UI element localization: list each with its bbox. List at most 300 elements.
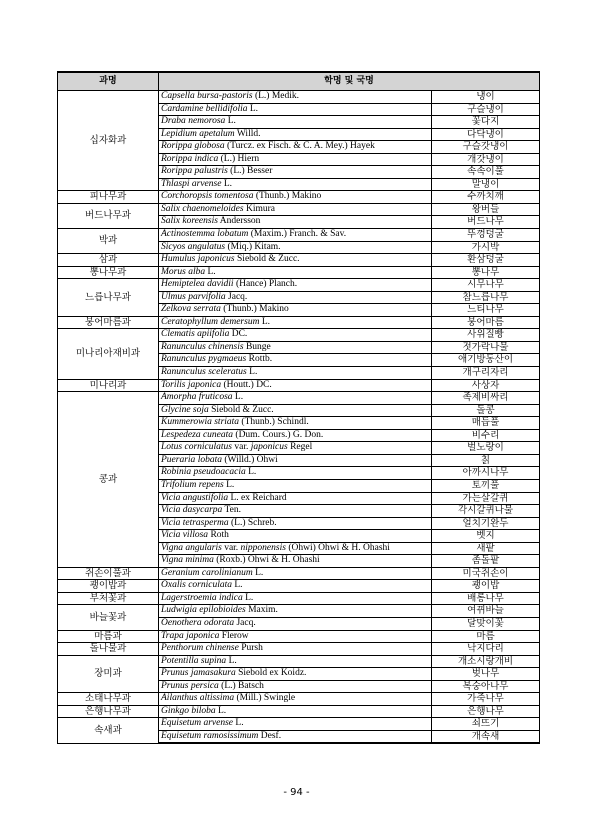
genus-name: Vigna (161, 542, 183, 553)
scientific-name-cell (159, 655, 432, 668)
korean-name-cell: 환삼덩굴 (432, 254, 540, 267)
table-row (58, 392, 540, 405)
table-row (58, 266, 540, 279)
table-row (58, 91, 540, 104)
author-citation: L. (234, 392, 244, 403)
korean-name-cell: 구슬갓냉이 (432, 141, 540, 154)
species-epithet: palustris (194, 166, 228, 177)
scientific-name-cell (159, 291, 432, 304)
genus-name: Rorippa (161, 166, 193, 177)
species-epithet: serrata (193, 304, 221, 315)
family-cell: 은행나무과 (58, 705, 159, 718)
species-epithet: tomentosa (214, 191, 254, 202)
species-epithet: jamasakura (190, 668, 236, 679)
genus-name: Amorpha (161, 392, 197, 403)
species-epithet: davidii (207, 279, 234, 290)
genus-name: Vicia (161, 492, 181, 503)
korean-name-cell: 뚜껑덩굴 (432, 229, 540, 242)
genus-name: Clematis (161, 329, 195, 340)
korean-name-cell: 은행나무 (432, 705, 540, 718)
table-row (58, 705, 540, 718)
scientific-name-cell (159, 680, 432, 693)
scientific-name-cell (159, 203, 432, 216)
author-citation: Desf. (260, 730, 282, 741)
genus-name: Morus (161, 266, 186, 277)
korean-name-cell: 꽃다지 (432, 116, 540, 129)
genus-name: Prunus (161, 668, 189, 679)
korean-name-cell: 느티나무 (432, 304, 540, 317)
species-epithet: striata (214, 417, 240, 428)
korean-name-cell: 쇠뜨기 (432, 718, 540, 731)
family-cell: 콩과 (58, 392, 159, 568)
scientific-name-cell (159, 542, 432, 555)
species-epithet: sceleratus (208, 367, 247, 378)
table-body (58, 91, 540, 744)
korean-name-cell: 수까치깨 (432, 191, 540, 204)
korean-name-cell: 낙지다리 (432, 643, 540, 656)
infraspecific-epithet: nipponensis (240, 542, 286, 553)
genus-name: Lepidium (161, 128, 197, 139)
author-citation: L. (223, 178, 232, 189)
korean-name-cell: 냉이 (432, 91, 540, 104)
author-citation: (Houtt.) DC. (223, 379, 272, 390)
genus-name: Prunus (161, 680, 189, 691)
scientific-name-cell (159, 116, 432, 129)
scientific-name-cell (159, 718, 432, 731)
family-cell: 바늘꽃과 (58, 605, 159, 630)
korean-name-cell: 속속이풀 (432, 166, 540, 179)
family-cell: 돌나물과 (58, 643, 159, 656)
species-epithet: cuneata (202, 429, 234, 440)
author-citation: Bunge (245, 341, 271, 352)
genus-name: Lespedeza (161, 429, 201, 440)
family-cell: 장미과 (58, 655, 159, 693)
genus-name: Vicia (161, 505, 181, 516)
genus-name: Ludwigia (161, 605, 197, 616)
author-citation: (Willd.) Ohwi (224, 454, 278, 465)
scientific-name-cell (159, 404, 432, 417)
species-epithet: arvense (191, 178, 222, 189)
scientific-name-cell (159, 254, 432, 267)
scientific-name-cell (159, 580, 432, 593)
scientific-name-cell (159, 567, 432, 580)
scientific-name-cell (159, 479, 432, 492)
species-epithet: corniculatus (184, 442, 232, 453)
korean-name-cell: 시무나무 (432, 279, 540, 292)
korean-name-cell: 개소시랑개비 (432, 655, 540, 668)
header-family: 과명 (58, 72, 159, 91)
species-epithet: altissima (199, 693, 235, 704)
table-row (58, 718, 540, 731)
korean-name-cell: 애기방동산이 (432, 354, 540, 367)
genus-name: Lagerstroemia (161, 592, 217, 603)
korean-name-cell: 얼치기완두 (432, 517, 540, 530)
table-row (58, 379, 540, 392)
author-citation: L. (248, 467, 257, 478)
author-citation: L. (235, 718, 244, 729)
species-table (57, 71, 540, 744)
korean-name-cell: 비수리 (432, 429, 540, 442)
scientific-name-cell (159, 266, 432, 279)
genus-name: Zelkova (161, 304, 192, 315)
species-epithet: fruticosa (198, 392, 233, 403)
species-epithet: repens (198, 479, 224, 490)
scientific-name-cell (159, 643, 432, 656)
family-cell: 속새과 (58, 718, 159, 744)
species-epithet: persica (190, 680, 219, 691)
species-epithet: arvense (203, 718, 234, 729)
family-cell: 미나리과 (58, 379, 159, 392)
author-citation: Andersson (219, 216, 261, 227)
table-header-row (58, 72, 540, 91)
family-cell: 버드나무과 (58, 203, 159, 228)
korean-name-cell: 가죽나무 (432, 693, 540, 706)
species-epithet: apetalum (199, 128, 235, 139)
genus-name: Draba (161, 116, 186, 127)
genus-name: Vicia (161, 530, 181, 541)
scientific-name-cell (159, 693, 432, 706)
korean-name-cell: 토끼풀 (432, 479, 540, 492)
genus-name: Vigna (161, 555, 183, 566)
scientific-name-cell (159, 454, 432, 467)
korean-name-cell: 좀돌팥 (432, 555, 540, 568)
family-cell: 삼과 (58, 254, 159, 267)
genus-name: Ginkgo (161, 705, 189, 716)
genus-name: Ranunculus (161, 367, 206, 378)
author-citation: (Mill.) Swingle (236, 693, 296, 704)
scientific-name-cell (159, 329, 432, 342)
species-epithet: bursa-pastoris (197, 91, 253, 101)
genus-name: Potentilla (161, 655, 199, 666)
table-row (58, 279, 540, 292)
korean-name-cell: 벌노랑이 (432, 442, 540, 455)
species-epithet: pseudoacacia (193, 467, 246, 478)
author-citation: (Maxim.) Franch. & Sav. (250, 229, 347, 240)
table-row (58, 643, 540, 656)
author-citation: (Thunb.) Makino (223, 304, 289, 315)
korean-name-cell: 돌콩 (432, 404, 540, 417)
table-row (58, 203, 540, 216)
genus-name: Pueraria (161, 454, 196, 465)
scientific-name-cell (159, 91, 432, 104)
scientific-name-cell (159, 241, 432, 254)
author-citation: Siebold ex Koidz. (238, 668, 307, 679)
species-epithet: odorata (204, 617, 235, 628)
genus-name: Oxalis (161, 580, 186, 591)
species-epithet: soja (192, 404, 209, 415)
author-citation: Flerow (221, 630, 249, 641)
genus-name: Rorippa (161, 141, 193, 152)
korean-name-cell: 미국쥐손이 (432, 567, 540, 580)
genus-name: Humulus (161, 254, 196, 265)
author-citation: (Miq.) Kitam. (227, 241, 281, 252)
species-epithet: corniculata (188, 580, 232, 591)
species-epithet: angustifolia (182, 492, 229, 503)
genus-name: Equisetum (161, 718, 202, 729)
table-row (58, 229, 540, 242)
species-epithet: chinense (205, 643, 239, 654)
table-row (58, 605, 540, 618)
species-epithet: chinensis (208, 341, 244, 352)
species-epithet: parvifolia (188, 291, 226, 302)
author-citation: (Ohwi) Ohwi & H. Ohashi (288, 542, 390, 553)
species-epithet: dasycarpa (182, 505, 223, 516)
scientific-name-cell (159, 555, 432, 568)
genus-name: Geranium (161, 567, 200, 578)
genus-name: Robinia (161, 467, 192, 478)
scientific-name-cell (159, 341, 432, 354)
species-epithet: carolinianum (201, 567, 253, 578)
species-epithet: supina (200, 655, 227, 666)
korean-name-cell: 사위질빵 (432, 329, 540, 342)
scientific-name-cell (159, 617, 432, 630)
korean-name-cell: 버드나무 (432, 216, 540, 229)
family-cell: 쥐손이풀과 (58, 567, 159, 580)
korean-name-cell: 마름 (432, 630, 540, 643)
author-citation: (L.) Schreb. (231, 517, 277, 528)
scientific-name-cell (159, 467, 432, 480)
scientific-name-cell (159, 379, 432, 392)
scientific-name-cell (159, 417, 432, 430)
scientific-name-cell (159, 505, 432, 518)
author-citation: Pursh (241, 643, 263, 654)
korean-name-cell: 아까시나무 (432, 467, 540, 480)
scientific-name-cell (159, 229, 432, 242)
author-citation: L. ex Reichard (230, 492, 287, 503)
author-citation: Jacq. (236, 617, 256, 628)
scientific-name-cell (159, 191, 432, 204)
scientific-name-cell (159, 429, 432, 442)
author-citation: L. (249, 367, 258, 378)
family-cell: 박과 (58, 229, 159, 254)
genus-name: Penthorum (161, 643, 204, 654)
genus-name: Oenothera (161, 617, 202, 628)
species-epithet: japonica (187, 379, 222, 390)
family-cell: 십자화과 (58, 91, 159, 191)
author-citation: (Turcz. ex Fisch. & C. A. Mey.) Hayek (226, 141, 375, 152)
species-epithet: indica (218, 592, 243, 603)
author-citation: L. (249, 103, 259, 114)
korean-name-cell: 여뀌바늘 (432, 605, 540, 618)
korean-name-cell: 뽕나무 (432, 266, 540, 279)
species-epithet: japonica (186, 630, 220, 641)
author-citation: L. (218, 705, 227, 716)
table-row (58, 254, 540, 267)
genus-name: Equisetum (161, 730, 202, 741)
family-cell: 미나리아재비과 (58, 329, 159, 379)
genus-name: Trifolium (161, 479, 197, 490)
author-citation: (Thunb.) Schindl. (241, 417, 309, 428)
korean-name-cell: 사상자 (432, 379, 540, 392)
family-cell: 붕어마름과 (58, 316, 159, 329)
author-citation: Regel (290, 442, 313, 453)
scientific-name-cell (159, 153, 432, 166)
genus-name: Salix (161, 203, 180, 214)
korean-name-cell: 가는살갈퀴 (432, 492, 540, 505)
genus-name: Hemiptelea (161, 279, 205, 290)
genus-name: Cardamine (161, 103, 204, 114)
scientific-name-cell (159, 367, 432, 380)
scientific-name-cell (159, 279, 432, 292)
author-citation: L. (227, 116, 236, 127)
genus-name: Glycine (161, 404, 191, 415)
korean-name-cell: 다닥냉이 (432, 128, 540, 141)
genus-name: Salix (161, 216, 180, 227)
species-epithet: bellidifolia (205, 103, 248, 114)
korean-name-cell: 개갓냉이 (432, 153, 540, 166)
korean-name-cell: 참느릅나무 (432, 291, 540, 304)
korean-name-cell: 복숭아나무 (432, 680, 540, 693)
table-row (58, 567, 540, 580)
scientific-name-cell (159, 605, 432, 618)
genus-name: Ailanthus (161, 693, 198, 704)
species-epithet: epilobioides (199, 605, 246, 616)
korean-name-cell: 왕버들 (432, 203, 540, 216)
species-epithet: villosa (182, 530, 209, 541)
genus-name: Corchoropsis (161, 191, 213, 202)
species-epithet: apiifolia (197, 329, 230, 340)
scientific-name-cell (159, 530, 432, 543)
author-citation: Rottb. (248, 354, 273, 365)
infraspecific-epithet: japonicus (250, 442, 288, 453)
scientific-name-cell (159, 166, 432, 179)
species-epithet: indica (194, 153, 219, 164)
species-epithet: demersum (220, 316, 260, 327)
scientific-name-cell (159, 354, 432, 367)
species-epithet: japonicus (197, 254, 235, 265)
page-number: - 94 - (283, 787, 310, 798)
genus-name: Torilis (161, 379, 186, 390)
scientific-name-cell (159, 304, 432, 317)
genus-name: Ulmus (161, 291, 186, 302)
scientific-name-cell (159, 705, 432, 718)
genus-name: Vicia (161, 517, 181, 528)
korean-name-cell: 말냉이 (432, 178, 540, 191)
species-epithet: lobata (197, 454, 222, 465)
scientific-name-cell (159, 141, 432, 154)
species-epithet: koreensis (182, 216, 218, 227)
species-epithet: alba (188, 266, 206, 277)
korean-name-cell: 가시박 (432, 241, 540, 254)
scientific-name-cell (159, 668, 432, 681)
korean-name-cell: 각시갈퀴나물 (432, 505, 540, 518)
genus-name: Ranunculus (161, 341, 206, 352)
table-row (58, 191, 540, 204)
genus-name: Rorippa (161, 153, 193, 164)
korean-name-cell: 젓가락나물 (432, 341, 540, 354)
korean-name-cell: 벳지 (432, 530, 540, 543)
genus-name: Lotus (161, 442, 183, 453)
genus-name: Ceratophyllum (161, 316, 218, 327)
author-citation: (L.) Hiern (220, 153, 260, 164)
korean-name-cell: 개속새 (432, 730, 540, 743)
species-epithet: lobatum (217, 229, 249, 240)
family-cell: 소태나무과 (58, 693, 159, 706)
author-citation: (Thunb.) Makino (255, 191, 322, 202)
korean-name-cell: 매듭풀 (432, 417, 540, 430)
species-epithet: globosa (194, 141, 225, 152)
table-row (58, 655, 540, 668)
table-row (58, 592, 540, 605)
scientific-name-cell (159, 178, 432, 191)
header-species: 학명 및 국명 (159, 72, 540, 91)
table-row (58, 316, 540, 329)
korean-name-cell: 구슬냉이 (432, 103, 540, 116)
family-cell: 피나무과 (58, 191, 159, 204)
author-citation: Jacq. (228, 291, 248, 302)
korean-name-cell: 붕어마름 (432, 316, 540, 329)
author-citation: L. (261, 316, 270, 327)
author-citation: Kimura (245, 203, 275, 214)
author-citation: L. (226, 479, 235, 490)
author-citation: (Hance) Planch. (235, 279, 298, 290)
species-epithet: nemorosa (188, 116, 226, 127)
family-cell: 부처꽃과 (58, 592, 159, 605)
scientific-name-cell (159, 216, 432, 229)
author-citation: L. (255, 567, 264, 578)
species-epithet: ramosissimum (203, 730, 259, 741)
scientific-name-cell (159, 392, 432, 405)
scientific-name-cell (159, 517, 432, 530)
family-cell: 뽕나무과 (58, 266, 159, 279)
genus-name: Capsella (161, 91, 195, 101)
author-citation: L. (228, 655, 237, 666)
scientific-name-cell (159, 442, 432, 455)
scientific-name-cell (159, 592, 432, 605)
author-citation: Roth (210, 530, 229, 541)
family-cell: 느릅나무과 (58, 279, 159, 317)
table-row (58, 329, 540, 342)
family-cell: 마름과 (58, 630, 159, 643)
author-citation: L. (234, 580, 243, 591)
author-citation: Ten. (224, 505, 241, 516)
scientific-name-cell (159, 103, 432, 116)
author-citation: (Roxb.) Ohwi & H. Ohashi (216, 555, 320, 566)
korean-name-cell: 새팥 (432, 542, 540, 555)
species-epithet: tetrasperma (182, 517, 229, 528)
korean-name-cell: 괭이밥 (432, 580, 540, 593)
species-epithet: biloba (191, 705, 216, 716)
korean-name-cell: 달맞이꽃 (432, 617, 540, 630)
korean-name-cell: 배롱나무 (432, 592, 540, 605)
species-epithet: chaenomeloides (182, 203, 244, 214)
infraspecific-rank: var. (234, 442, 249, 453)
author-citation: Willd. (236, 128, 261, 139)
korean-name-cell: 칡 (432, 454, 540, 467)
author-citation: L. (207, 266, 216, 277)
species-epithet: pygmaeus (208, 354, 247, 365)
genus-name: Trapa (161, 630, 184, 641)
species-epithet: angularis (185, 542, 222, 553)
scientific-name-cell (159, 492, 432, 505)
genus-name: Ranunculus (161, 354, 206, 365)
table-row (58, 580, 540, 593)
species-epithet: minima (185, 555, 214, 566)
genus-name: Sicyos (161, 241, 186, 252)
author-citation: (L.) Medik. (254, 91, 300, 101)
author-citation: (Dum. Cours.) G. Don. (235, 429, 324, 440)
infraspecific-rank: var. (224, 542, 239, 553)
species-epithet: angulatus (187, 241, 226, 252)
genus-name: Actinostemma (161, 229, 215, 240)
scientific-name-cell (159, 316, 432, 329)
author-citation: Maxim. (248, 605, 278, 616)
author-citation: DC. (231, 329, 248, 340)
korean-name-cell: 족제비싸리 (432, 392, 540, 405)
korean-name-cell: 개구리자리 (432, 367, 540, 380)
author-citation: L. (245, 592, 254, 603)
table-row (58, 630, 540, 643)
